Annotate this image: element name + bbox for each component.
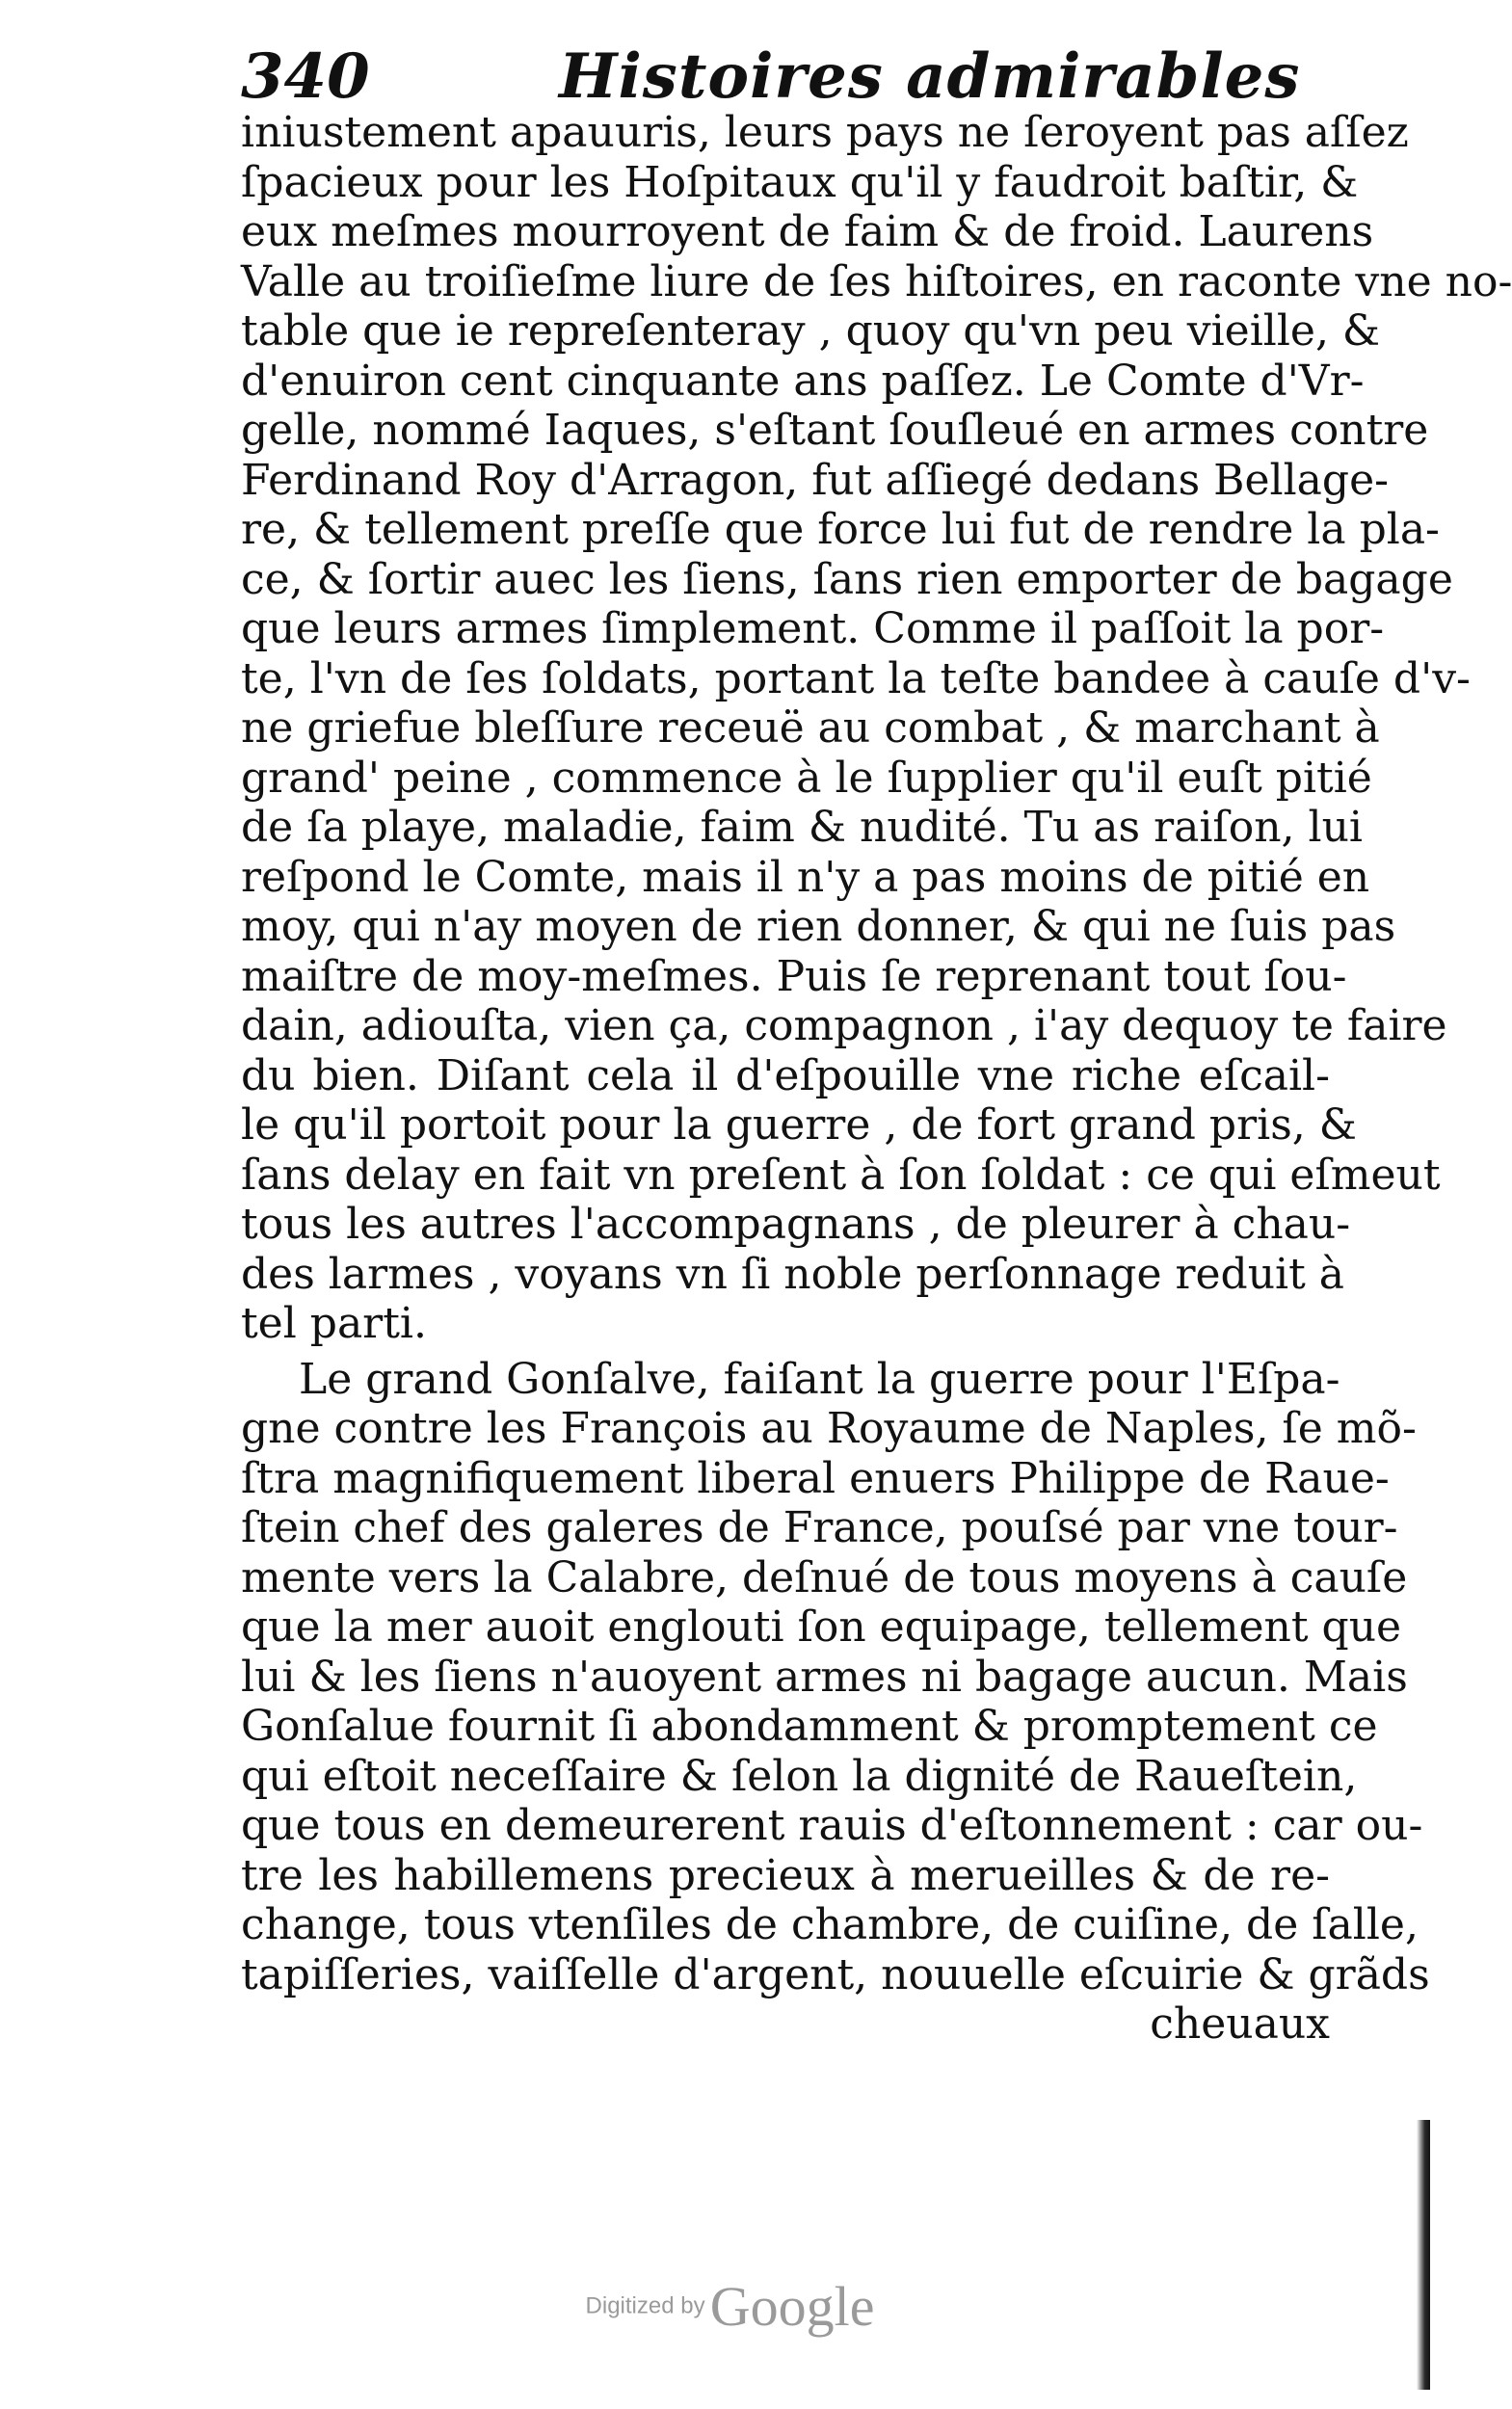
text-line: grand' peine , commence à le ſupplier qu'il euſt pitié	[241, 753, 1372, 803]
digitized-by-label: Digitized by	[585, 2292, 705, 2319]
text-line: Ferdinand Roy d'Arragon, fut aſſiegé dedans Bellage-	[241, 455, 1389, 505]
page-edge-shadow	[1417, 2120, 1430, 2390]
text-line: iniustement apauuris, leurs pays ne ſeroyent pas aſſez	[241, 108, 1409, 157]
text-line: ſans delay en fait vn preſent à ſon ſoldat : ce qui eſmeut	[241, 1150, 1441, 1200]
text-line: eux meſmes mourroyent de faim & de froid. Laurens	[241, 207, 1374, 256]
text-line: ſtra magnifiquement liberal enuers Philippe de Raue-	[241, 1453, 1390, 1503]
text-line: table que ie repreſenteray , quoy qu'vn peu vieille, &	[241, 306, 1381, 356]
text-line: reſpond le Comte, mais il n'y a pas moins de pitié en	[241, 852, 1370, 902]
text-line: que tous en demeurerent rauis d'eſtonnement : car ou-	[241, 1801, 1423, 1850]
text-line: tre les habillemens precieux à merueilles & de re-	[241, 1850, 1330, 1900]
text-line: re, & tellement preſſe que force lui fut de rendre la pla-	[241, 505, 1440, 554]
text-line: que leurs armes ſimplement. Comme il paſſoit la por-	[241, 604, 1385, 653]
text-line: de ſa playe, maladie, faim & nudité. Tu as raiſon, lui	[241, 803, 1363, 852]
digitized-by-google-watermark	[0, 2274, 1460, 2339]
page-number: 340	[241, 40, 370, 113]
google-logo: Google	[709, 2275, 875, 2338]
text-line: qui eſtoit neceſſaire & ſelon la dignité de Raueſtein,	[241, 1751, 1358, 1801]
text-line: d'enuiron cent cinquante ans paſſez. Le Comte d'Vr-	[241, 356, 1365, 406]
text-line: gne contre les François au Royaume de Naples, ſe mõ-	[241, 1404, 1417, 1453]
text-line: tel parti.	[241, 1299, 427, 1348]
text-line: du bien. Diſant cela il d'eſpouille vne riche eſcail-	[241, 1050, 1330, 1100]
text-line: des larmes , voyans vn ſi noble perſonnage reduit à	[241, 1249, 1345, 1299]
text-line: gelle, nommé Iaques, s'eſtant ſouſleué en armes contre	[241, 406, 1429, 455]
text-line: lui & les ſiens n'auoyent armes ni bagage aucun. Mais	[241, 1652, 1408, 1702]
body-text	[241, 108, 1512, 2050]
text-line: Le grand Gonſalve, faiſant la guerre pour l'Eſpa-	[299, 1354, 1340, 1404]
text-line: que la mer auoit englouti ſon equipage, tellement que	[241, 1602, 1402, 1652]
text-line: Gonſalue fournit ſi abondamment & promptement ce	[241, 1702, 1378, 1751]
text-line: maiſtre de moy-meſmes. Puis ſe reprenant tout ſou-	[241, 951, 1347, 1001]
text-line: te, l'vn de ſes ſoldats, portant la teſte bandee à cauſe d'v-	[241, 653, 1471, 703]
text-line: dain, adiouſta, vien ça, compagnon , i'ay dequoy te faire	[241, 1001, 1447, 1050]
text-line: ſtein chef des galeres de France, pouſsé par vne tour-	[241, 1503, 1398, 1552]
text-line: ce, & ſortir auec les ſiens, ſans rien emporter de bagage	[241, 554, 1453, 604]
text-line: moy, qui n'ay moyen de rien donner, & qui ne ſuis pas	[241, 902, 1396, 951]
text-line: ne griefue bleſſure receuë au combat , & marchant à	[241, 703, 1380, 753]
text-line: ſpacieux pour les Hoſpitaux qu'il y faudroit baſtir, &	[241, 157, 1359, 207]
text-line: Valle au troiſieſme liure de ſes hiſtoires, en raconte vne no-	[241, 256, 1512, 306]
running-title: Histoires admirables	[559, 40, 1301, 113]
catchword: cheuaux	[1150, 1999, 1330, 2049]
text-line: tous les autres l'accompagnans , de pleurer à chau-	[241, 1200, 1351, 1249]
text-line: le qu'il portoit pour la guerre , de fort grand pris, &	[241, 1100, 1357, 1150]
text-line: change, tous vtenſiles de chambre, de cuiſine, de ſalle,	[241, 1900, 1419, 1949]
text-line: tapiſſeries, vaiſſelle d'argent, nouuelle eſcuirie & grãds	[241, 1949, 1430, 1999]
text-line: mente vers la Calabre, deſnué de tous moyens à cauſe	[241, 1552, 1408, 1602]
